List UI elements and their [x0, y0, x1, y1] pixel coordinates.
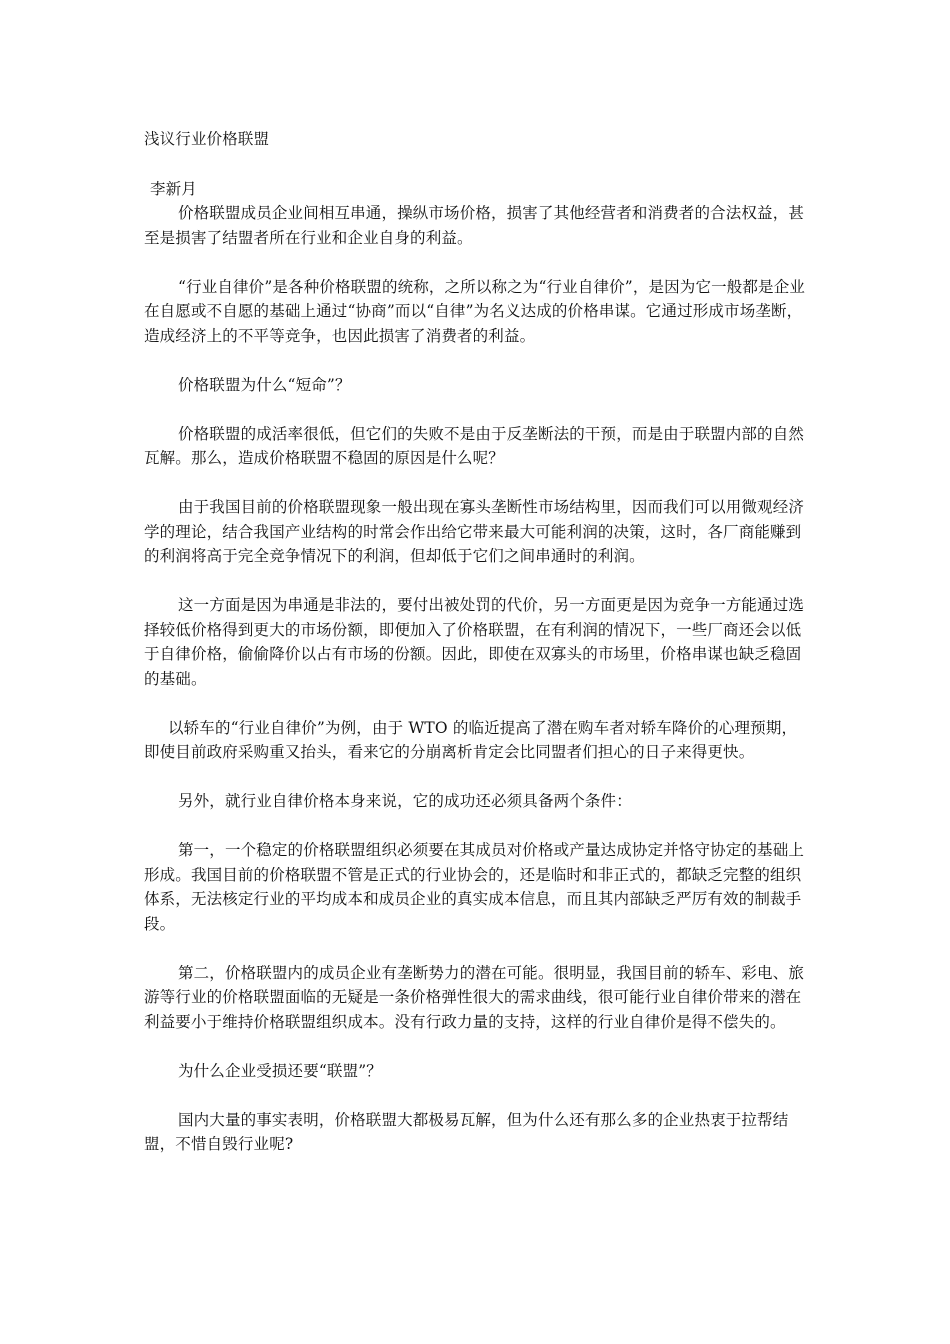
paragraph-oligopoly: 由于我国目前的价格联盟现象一般出现在寡头垄断性市场结构里，因而我们可以用微观经济学的理论，结合我国产业结构的时常会作出给它带来最大可能利润的决策，这时，各厂商能赚到的利润将高于完全竞争情况下的利润，但却低于它们之间串通时的利润。	[144, 498, 805, 565]
paragraph-survival-rate: 价格联盟的成活率很低，但它们的失败不是由于反垄断法的干预，而是由于联盟内部的自然瓦解。那么，造成价格联盟不稳固的原因是什么呢？	[144, 424, 805, 467]
paragraph-intro: 价格联盟成员企业间相互串通，操纵市场价格，损害了其他经营者和消费者的合法权益，甚至是损害了结盟者所在行业和企业自身的利益。	[144, 204, 805, 247]
article-body	[144, 127, 808, 1157]
paragraph-illegal-collusion: 这一方面是因为串通是非法的，要付出被处罚的代价，另一方面更是因为竞争一方能通过选择较低价格得到更大的市场份额，即便加入了价格联盟，在有利润的情况下，一些厂商还会以低于自律价格，偷偷降价以占有市场的份额。因此，即使在双寡头的市场里，价格串谋也缺乏稳固的基础。	[144, 596, 805, 688]
section-heading-short-lived: 价格联盟为什么“短命”？	[178, 375, 351, 394]
paragraph-two-conditions: 另外，就行业自律价格本身来说，它的成功还必须具备两个条件：	[178, 792, 632, 810]
paragraph-car-example: 以轿车的“行业自律价”为例，由于 WTO 的临近提高了潜在购车者对轿车降价的心理预期，即使目前政府采购重又抬头，看来它的分崩离析肯定会比同盟者们担心的日子来得更快。	[144, 718, 798, 761]
paragraph-condition-two: 第二，价格联盟内的成员企业有垄断势力的潜在可能。很明显，我国目前的轿车、彩电、旅游等行业的价格联盟面临的无疑是一条价格弹性很大的需求曲线，很可能行业自律价带来的潜在利益要小于维持价格联盟组织成本。没有行政力量的支持，这样的行业自律价是得不偿失的。	[144, 963, 805, 1031]
article-title: 浅议行业价格联盟	[144, 130, 270, 148]
paragraph-condition-one: 第一，一个稳定的价格联盟组织必须要在其成员对价格或产量达成协定并恪守协定的基础上形成。我国目前的价格联盟不管是正式的行业协会的，还是临时和非正式的，都缺乏完整的组织体系，无法核定行业的平均成本和成员企业的真实成本信息，而且其内部缺乏严厉有效的制裁手段。	[144, 841, 805, 933]
section-heading-why-alliance: 为什么企业受损还要“联盟”？	[178, 1061, 382, 1080]
paragraph-definition: “行业自律价”是各种价格联盟的统称，之所以称之为“行业自律价”，是因为它一般都是企业在自愿或不自愿的基础上通过“协商”而以“自律”为名义达成的价格串谋。它通过形成市场垄断，造成经济上的不平等竞争，也因此损害了消费者的利益。	[144, 277, 805, 345]
paragraph-conclusion-question: 国内大量的事实表明，价格联盟大都极易瓦解，但为什么还有那么多的企业热衷于拉帮结盟，不惜自毁行业呢?	[144, 1110, 789, 1153]
author-name: 李新月	[150, 179, 197, 198]
